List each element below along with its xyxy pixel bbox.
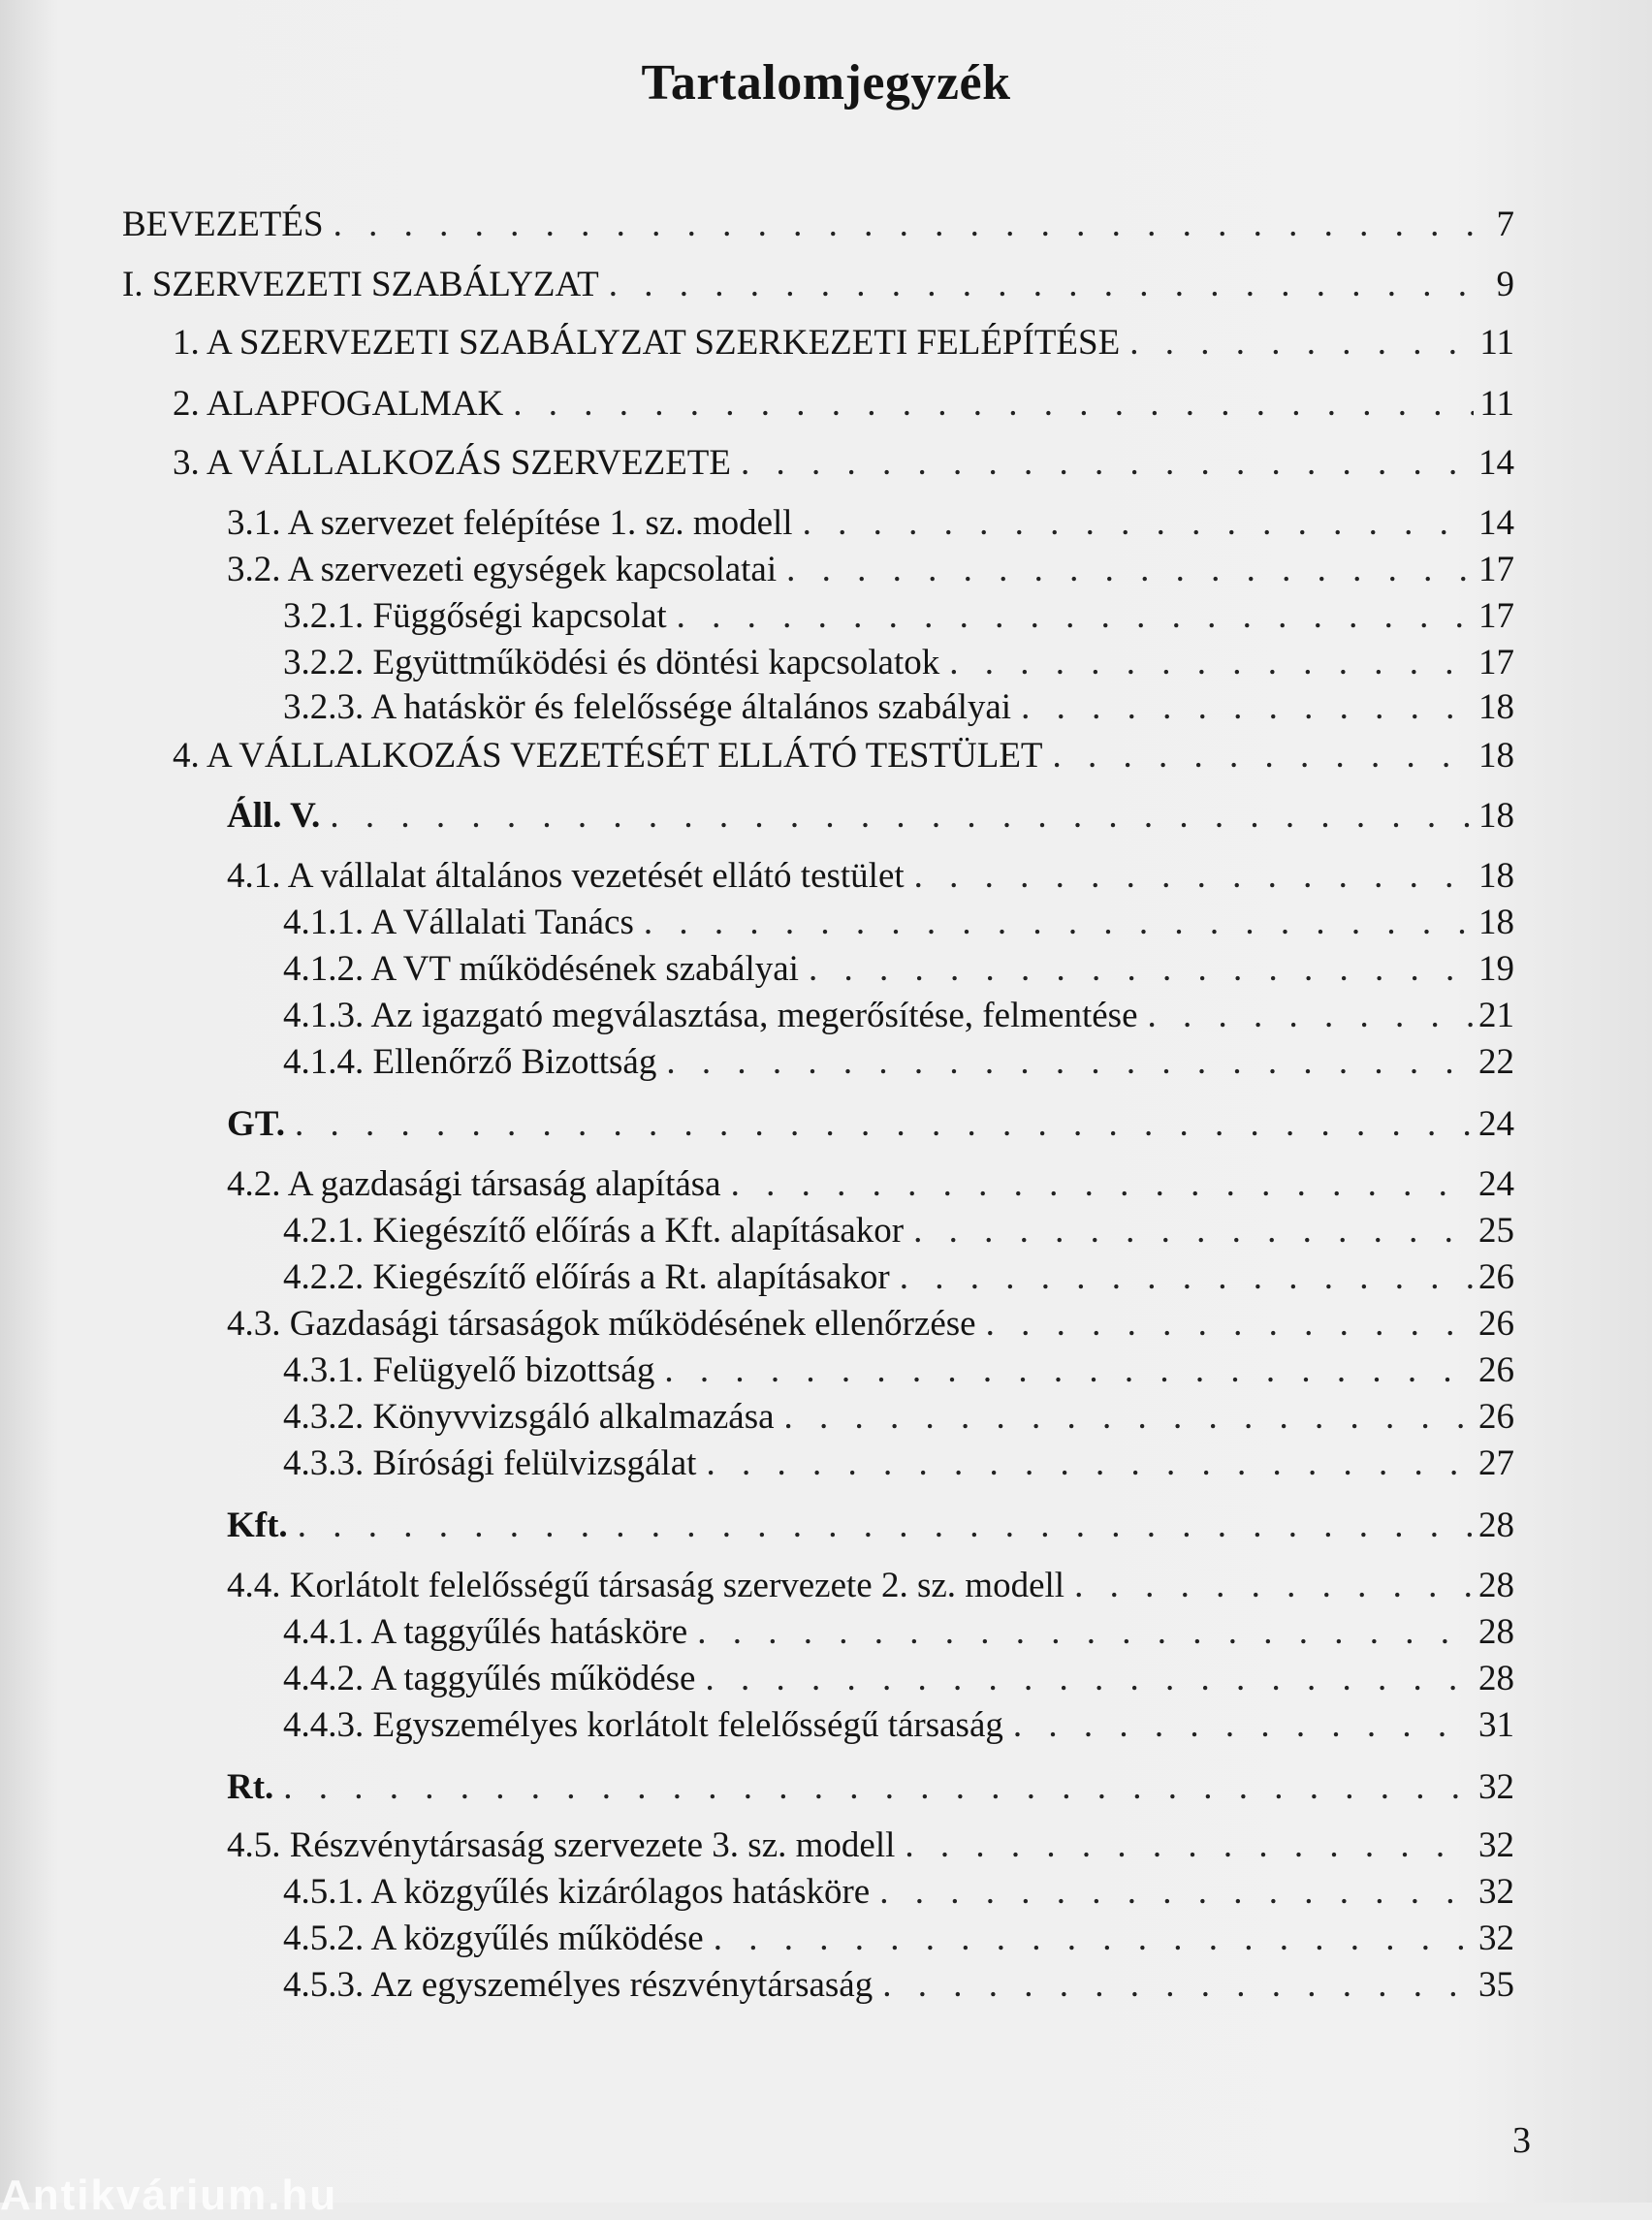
toc-entry-page: 7 [1496,205,1514,244]
toc-entry-page: 26 [1478,1397,1514,1437]
dot-leader [913,1208,1473,1254]
toc-entry [122,262,1514,308]
toc-entry-title: 4.4.1. A taggyűlés hatásköre [283,1612,688,1652]
toc-entry-page: 25 [1478,1211,1514,1251]
toc-entry-page: 11 [1479,323,1514,363]
toc-entry-page: 18 [1478,856,1514,896]
toc-entry [283,1869,1514,1916]
toc-entry [173,733,1514,779]
toc-entry-page: 24 [1478,1104,1514,1144]
dot-leader [295,1101,1473,1148]
toc-entry-page: 18 [1478,687,1514,727]
dot-leader [1074,1563,1473,1609]
toc-entry-title: Rt. [227,1767,274,1807]
dot-leader [283,1764,1473,1811]
toc-entry-page: 28 [1478,1659,1514,1698]
toc-entry-page: 18 [1478,903,1514,942]
toc-entry-page: 32 [1478,1919,1514,1958]
toc-entry [227,1301,1514,1348]
toc-entry-page: 19 [1478,949,1514,989]
dot-leader [666,1039,1473,1086]
toc-entry [283,1656,1514,1702]
dot-leader [513,381,1474,428]
dot-leader [1129,320,1474,366]
toc-entry-page: 14 [1478,503,1514,543]
toc-entry-page: 26 [1478,1350,1514,1390]
toc-entry-page: 28 [1478,1566,1514,1605]
toc-section-heading [227,1101,1514,1148]
toc-entry-title: 3.2.1. Függőségi kapcsolat [283,596,667,636]
dot-leader [731,1161,1473,1208]
dot-leader [879,1869,1473,1916]
dot-leader [741,440,1473,487]
dot-leader [609,262,1491,308]
toc-section-heading [227,1503,1514,1549]
toc-entry-page: 11 [1479,384,1514,424]
toc-entry-page: 32 [1478,1872,1514,1912]
toc-entry [283,946,1514,993]
dot-leader [334,202,1491,248]
toc-entry-title: GT. [227,1104,285,1144]
toc-entry-title: 4.5.3. Az egyszemélyes részvénytársaság [283,1965,874,2005]
toc-entry-title: 4.2.2. Kiegészítő előírás a Rt. alapításakor [283,1257,890,1297]
toc-entry [283,640,1514,686]
toc-entry-title: 4.2. A gazdasági társaság alapítása [227,1164,721,1204]
dot-leader [786,547,1473,593]
toc-entry-page: 17 [1478,550,1514,589]
dot-leader [644,900,1473,946]
toc-entry-page: 26 [1478,1257,1514,1297]
toc-entry-title: 4.5.2. A közgyűlés működése [283,1919,704,1958]
toc-entry-page: 32 [1478,1825,1514,1865]
toc-entry-title: 4.1.2. A VT működésének szabályai [283,949,799,989]
toc-entry-title: 4.1.4. Ellenőrző Bizottság [283,1042,657,1082]
dot-leader [905,1823,1473,1869]
toc-entry-title: 4.3. Gazdasági társaságok működésének ellenőrzése [227,1304,976,1344]
toc-entry-page: 17 [1478,643,1514,682]
toc-entry-page: 17 [1478,596,1514,636]
dot-leader [330,793,1473,840]
toc-entry-title: 4.1.1. A Vállalati Tanács [283,903,634,942]
toc-entry-title: 3.2.3. A hatáskör és felelőssége általános szabályai [283,687,1012,727]
dot-leader [809,946,1473,993]
toc-entry [283,1962,1514,2009]
toc-entry [283,1394,1514,1441]
toc-entry [283,1254,1514,1301]
toc-entry [283,1702,1514,1749]
toc-entry [283,1208,1514,1254]
dot-leader [1013,1702,1473,1749]
toc-entry-page: 18 [1478,736,1514,776]
dot-leader [803,500,1473,547]
toc-entry-title: 4.4. Korlátolt felelősségű társaság szervezete 2. sz. modell [227,1566,1065,1605]
toc-entry-title: 4.5. Részvénytársaság szervezete 3. sz. modell [227,1825,896,1865]
toc-entry-page: 26 [1478,1304,1514,1344]
dot-leader [986,1301,1473,1348]
toc-entry-page: 14 [1478,443,1514,483]
dot-leader [714,1916,1473,1962]
dot-leader [882,1962,1473,2009]
page-number: 3 [1512,2120,1531,2161]
toc-entry [283,1609,1514,1656]
toc-entry [227,547,1514,593]
toc-entry-title: 4.3.1. Felügyelő bizottság [283,1350,655,1390]
dot-leader [784,1394,1473,1441]
toc-entry-title: 2. ALAPFOGALMAK [173,384,504,424]
toc-entry-page: 9 [1496,265,1514,304]
toc-entry-page: 27 [1478,1443,1514,1483]
toc-entry-page: 18 [1478,796,1514,836]
toc-entry [122,202,1514,248]
toc-entry-title: 4.2.1. Kiegészítő előírás a Kft. alapításakor [283,1211,905,1251]
toc-entry [283,1441,1514,1487]
toc-entry [283,1348,1514,1394]
dot-leader [1053,733,1473,779]
toc-entry [227,500,1514,547]
toc-entry [227,853,1514,900]
dot-leader [677,593,1473,640]
toc-entry [283,593,1514,640]
toc-entry-title: 3.2. A szervezeti egységek kapcsolatai [227,550,778,589]
toc-entry-page: 31 [1478,1705,1514,1745]
dot-leader [697,1609,1473,1656]
toc-section-heading [227,1764,1514,1811]
toc-entry [283,900,1514,946]
toc-entry-page: 28 [1478,1612,1514,1652]
toc-entry-title: 1. A SZERVEZETI SZABÁLYZAT SZERKEZETI FELÉPÍTÉSE [173,323,1121,363]
toc-entry-page: 21 [1478,996,1514,1035]
dot-leader [1148,993,1474,1039]
dot-leader [914,853,1473,900]
toc-entry-title: 4.4.3. Egyszemélyes korlátolt felelősségű társaság [283,1705,1003,1745]
toc-section-heading [227,793,1514,840]
dot-leader [664,1348,1473,1394]
toc-entry [283,684,1514,731]
watermark: Antikvárium.hu [0,2172,338,2219]
toc-entry-title: 4.5.1. A közgyűlés kizárólagos hatásköre [283,1872,871,1912]
toc-entry-page: 22 [1478,1042,1514,1082]
toc-entry-title: Áll. V. [227,796,321,836]
toc-entry-page: 24 [1478,1164,1514,1204]
toc-entry [173,320,1514,366]
toc-entry [283,1916,1514,1962]
toc-entry [283,993,1514,1039]
dot-leader [705,1656,1473,1702]
toc-entry-title: 4.3.2. Könyvvizsgáló alkalmazása [283,1397,775,1437]
toc-entry-title: 4.3.3. Bírósági felülvizsgálat [283,1443,697,1483]
dot-leader [949,640,1473,686]
toc-entry-title: 3.1. A szervezet felépítése 1. sz. modell [227,503,793,543]
dot-leader [1021,684,1473,731]
toc-entry [227,1161,1514,1208]
dot-leader [900,1254,1473,1301]
toc-entry [173,440,1514,487]
toc-entry-title: 4.1. A vállalat általános vezetését ellátó testület [227,856,905,896]
toc-entry-title: Kft. [227,1506,288,1545]
toc-entry-page: 28 [1478,1506,1514,1545]
toc-entry-title: 4.4.2. A taggyűlés működése [283,1659,696,1698]
dot-leader [298,1503,1473,1549]
toc-entry-page: 35 [1478,1965,1514,2005]
toc-entry-title: 4. A VÁLLALKOZÁS VEZETÉSÉT ELLÁTÓ TESTÜLET [173,736,1043,776]
dot-leader [706,1441,1473,1487]
toc-entry [227,1563,1514,1609]
toc-entry-title: 3. A VÁLLALKOZÁS SZERVEZETE [173,443,731,483]
toc-entry-page: 32 [1478,1767,1514,1807]
toc-entry [227,1823,1514,1869]
toc-entry-title: I. SZERVEZETI SZABÁLYZAT [122,265,599,304]
toc-entry-title: 4.1.3. Az igazgató megválasztása, megerősítése, felmentése [283,996,1138,1035]
toc-entry [173,381,1514,428]
toc-entry-title: 3.2.2. Együttműködési és döntési kapcsolatok [283,643,940,682]
page-title: Tartalomjegyzék [641,55,1011,111]
toc-entry-title: BEVEZETÉS [122,205,324,244]
toc-entry [283,1039,1514,1086]
